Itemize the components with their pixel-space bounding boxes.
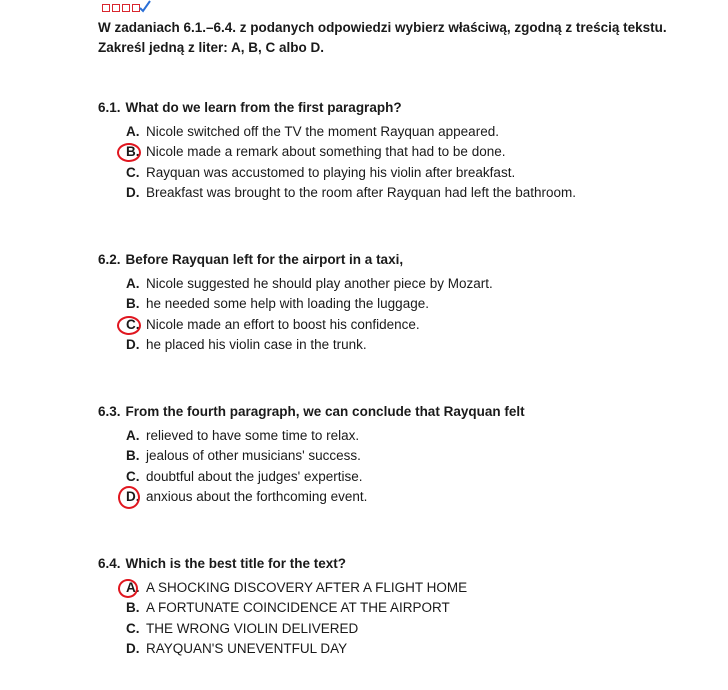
header-checkbox-marks (102, 4, 140, 16)
option-text: Breakfast was brought to the room after Rayquan had left the bathroom. (146, 185, 576, 201)
question-title (98, 554, 698, 574)
option-text: Nicole made a remark about something that had to be done. (146, 144, 506, 160)
question-number: 6.1. (98, 100, 121, 115)
question-text: Before Rayquan left for the airport in a taxi, (125, 252, 404, 267)
question-6-3 (98, 402, 698, 508)
option-text: relieved to have some time to relax. (146, 428, 360, 443)
option-letter: A. (126, 580, 140, 595)
option-text: anxious about the forthcoming event. (146, 489, 368, 505)
option-d[interactable] (98, 639, 698, 659)
option-text: jealous of other musicians' success. (146, 448, 361, 464)
question-title (98, 98, 698, 118)
option-letter: C. (126, 316, 140, 332)
question-6-1 (98, 98, 698, 204)
option-text: A FORTUNATE COINCIDENCE AT THE AIRPORT (146, 600, 450, 616)
option-c[interactable] (98, 315, 698, 335)
option-a[interactable] (98, 274, 698, 294)
option-a[interactable] (98, 122, 698, 142)
question-number: 6.3. (98, 404, 121, 419)
checkbox-square-icon (112, 4, 120, 12)
question-text: What do we learn from the first paragraph? (125, 100, 402, 115)
answer-circle-icon (118, 579, 138, 598)
question-text: Which is the best title for the text? (125, 556, 347, 571)
option-letter: A. (126, 124, 140, 139)
option-text: he placed his violin case in the trunk. (146, 337, 367, 353)
question-6-4 (98, 554, 698, 660)
option-letter: C. (126, 164, 140, 180)
option-text: Nicole made an effort to boost his confidence. (146, 316, 420, 332)
option-c[interactable] (98, 163, 698, 183)
option-letter: D. (126, 185, 140, 201)
checkbox-square-icon (122, 4, 130, 12)
option-letter: C. (126, 468, 140, 484)
task-instructions: W zadaniach 6.1.–6.4. z podanych odpowiedzi wybierz właściwą, zgodną z treścią tekstu. Zakreśl jedną z liter: A, B, C albo D. (98, 20, 667, 55)
option-b[interactable] (98, 598, 698, 618)
option-b[interactable] (98, 294, 698, 314)
question-title (98, 402, 698, 422)
option-letter: D. (126, 641, 140, 657)
option-letter: A. (126, 428, 140, 443)
option-letter: B. (126, 600, 140, 616)
option-letter: B. (126, 296, 140, 312)
checkbox-square-icon (102, 4, 110, 12)
question-6-2 (98, 250, 698, 356)
checkmark-icon (138, 0, 152, 14)
option-c[interactable] (98, 619, 698, 639)
answer-circle-icon (117, 316, 141, 335)
option-letter: B. (126, 448, 140, 464)
question-text: From the fourth paragraph, we can conclude that Rayquan felt (125, 404, 525, 419)
option-text: A SHOCKING DISCOVERY AFTER A FLIGHT HOME (146, 580, 468, 595)
option-text: he needed some help with loading the luggage. (146, 296, 429, 312)
option-letter: D. (126, 337, 140, 353)
option-letter: D. (126, 489, 140, 505)
question-number: 6.4. (98, 556, 121, 571)
option-b[interactable] (98, 142, 698, 162)
option-letter: C. (126, 620, 140, 636)
option-text: Nicole suggested he should play another piece by Mozart. (146, 276, 493, 291)
option-d[interactable] (98, 335, 698, 355)
option-text: doubtful about the judges' expertise. (146, 468, 363, 484)
option-d[interactable] (98, 487, 698, 507)
option-c[interactable] (98, 467, 698, 487)
option-text: RAYQUAN'S UNEVENTFUL DAY (146, 641, 348, 657)
option-letter: A. (126, 276, 140, 291)
option-text: Rayquan was accustomed to playing his violin after breakfast. (146, 164, 516, 180)
option-b[interactable] (98, 446, 698, 466)
option-letter: B. (126, 144, 140, 160)
option-a[interactable] (98, 578, 698, 598)
option-a[interactable] (98, 426, 698, 446)
option-text: Nicole switched off the TV the moment Rayquan appeared. (146, 124, 499, 139)
answer-circle-icon (118, 486, 140, 509)
question-title (98, 250, 698, 270)
option-text: THE WRONG VIOLIN DELIVERED (146, 620, 359, 636)
question-number: 6.2. (98, 252, 121, 267)
option-d[interactable] (98, 183, 698, 203)
